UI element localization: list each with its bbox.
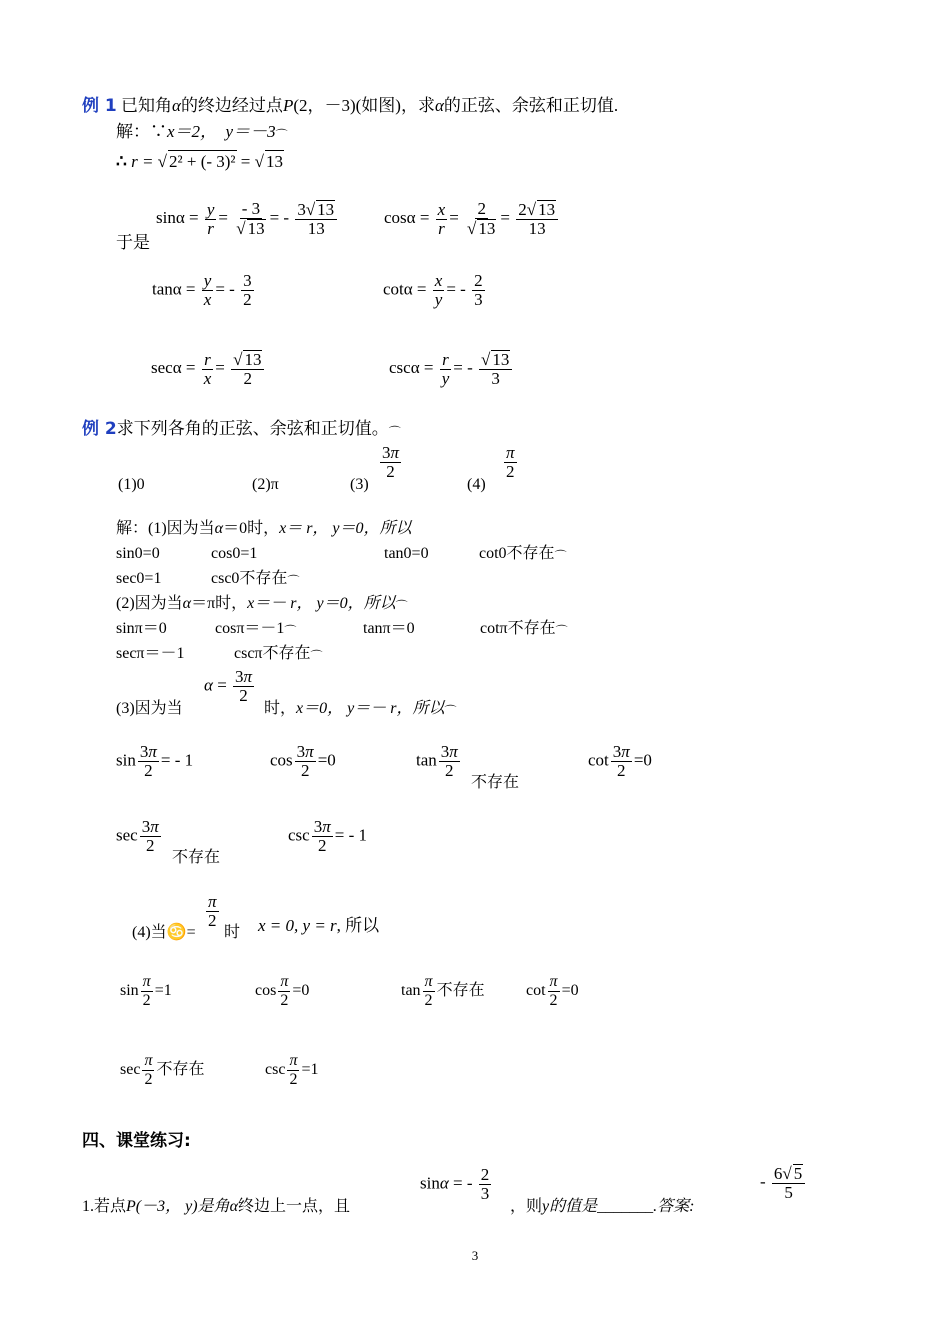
sin-3pi-2: sin $\frac{3\pi}{2}$ = - 1: [116, 742, 194, 780]
sec-3pi-2: sec $\frac{3\pi}{2}$: [116, 817, 159, 855]
cot-alpha-formula: cotα = $\frac{x}{y}$ = - $\frac{2}{3}$: [383, 271, 483, 309]
sin-pi-2: sin $\frac{\pi}{2}$ =1: [120, 973, 172, 1009]
sec-pi-2: sec $\frac{\pi}{2}$ 不存在: [120, 1052, 205, 1088]
yushi-label: 于是: [116, 233, 150, 252]
sin-alpha-formula: sinα = $\frac{y}{r}$ = - 3 √ 13 = - $\frac{3√ 13}{13}$: [156, 200, 339, 238]
cos-alpha-formula: cosα = $\frac{x}{r}$ = 2 √ 13 = $\frac{2√ 13}{13}$: [384, 200, 560, 238]
paragraph-mark-icon: ⌒: [310, 649, 323, 663]
exercise1-condition: sinα = - $\frac{2}{3}$: [420, 1165, 490, 1203]
csc-pi-2: csc $\frac{\pi}{2}$ =1: [265, 1052, 319, 1088]
tan-3pi-2: tan $\frac{3\pi}{2}$: [416, 742, 458, 780]
example2-item-2: (2)π: [252, 476, 279, 493]
case1-intro: 解：(1)因为当α＝0时，x＝ r， y＝0，所以: [116, 520, 412, 537]
example2-item-3: (3): [350, 476, 369, 493]
tan-alpha-formula: tanα = $\frac{y}{x}$ = - $\frac{3}{2}$: [152, 271, 252, 309]
paragraph-mark-icon: ⌒: [284, 624, 297, 638]
example1-solution-given: 解：∵x＝2， y＝－3⌒: [116, 122, 288, 142]
page-number: 3: [471, 1248, 479, 1263]
paragraph-mark-icon: ⌒: [444, 704, 457, 718]
cos-3pi-2: cos $\frac{3\pi}{2}$ =0: [270, 742, 336, 780]
example2-item-1: (1)0: [118, 476, 145, 493]
case4-intro: (4)当♋=: [132, 924, 196, 941]
example2-label: 例 2: [82, 419, 117, 439]
case3-intro: (3)因为当: [116, 700, 183, 717]
section4-title: 四、课堂练习:: [82, 1131, 191, 1151]
example2-item-4: (4): [467, 476, 486, 493]
csc-alpha-formula: cscα = $\frac{r}{y}$ = - √ $\frac{13}{3}$: [389, 350, 514, 388]
cot-3pi-2: cot $\frac{3\pi}{2}$ =0: [588, 742, 652, 780]
paragraph-mark-icon: ⌒: [554, 549, 567, 563]
example1-label: 例 1: [82, 96, 117, 116]
example1-statement: 例 1 已知角α的终边经过点P(2，－3)(如图)，求α的正弦、余弦和正切值.: [82, 96, 619, 116]
exercise1-statement-a: 1.若点P(－3， y)是角α终边上一点，且: [82, 1198, 350, 1215]
paragraph-mark-icon: ⌒: [388, 425, 401, 439]
example1-r-formula: ∴ r = √ 2² + (- 3)² = √ 13: [116, 150, 284, 173]
paragraph-mark-icon: ⌒: [555, 624, 568, 638]
example2-statement: 例 2求下列各角的正弦、余弦和正切值。⌒: [82, 419, 401, 439]
exercise1-answer: - $\frac{6√ 5}{5}$: [760, 1164, 807, 1202]
csc-3pi-2: csc $\frac{3\pi}{2}$ = - 1: [288, 817, 367, 855]
tan-pi-2: tan $\frac{\pi}{2}$ 不存在: [401, 973, 485, 1009]
paragraph-mark-icon: ⌒: [275, 128, 288, 142]
case2-intro: (2)因为当α＝π时，x＝－ r， y＝0，所以⌒: [116, 595, 408, 613]
paragraph-mark-icon: ⌒: [395, 599, 408, 613]
cos-pi-2: cos $\frac{\pi}{2}$ =0: [255, 973, 310, 1009]
paragraph-mark-icon: ⌒: [287, 574, 300, 588]
cot-pi-2: cot $\frac{\pi}{2}$ =0: [526, 973, 579, 1009]
sec-alpha-formula: secα = $\frac{r}{x}$ = √ $\frac{13}{2}$: [151, 350, 266, 388]
exercise1-statement-b: ，则y的值是_______.答案:: [510, 1198, 695, 1215]
